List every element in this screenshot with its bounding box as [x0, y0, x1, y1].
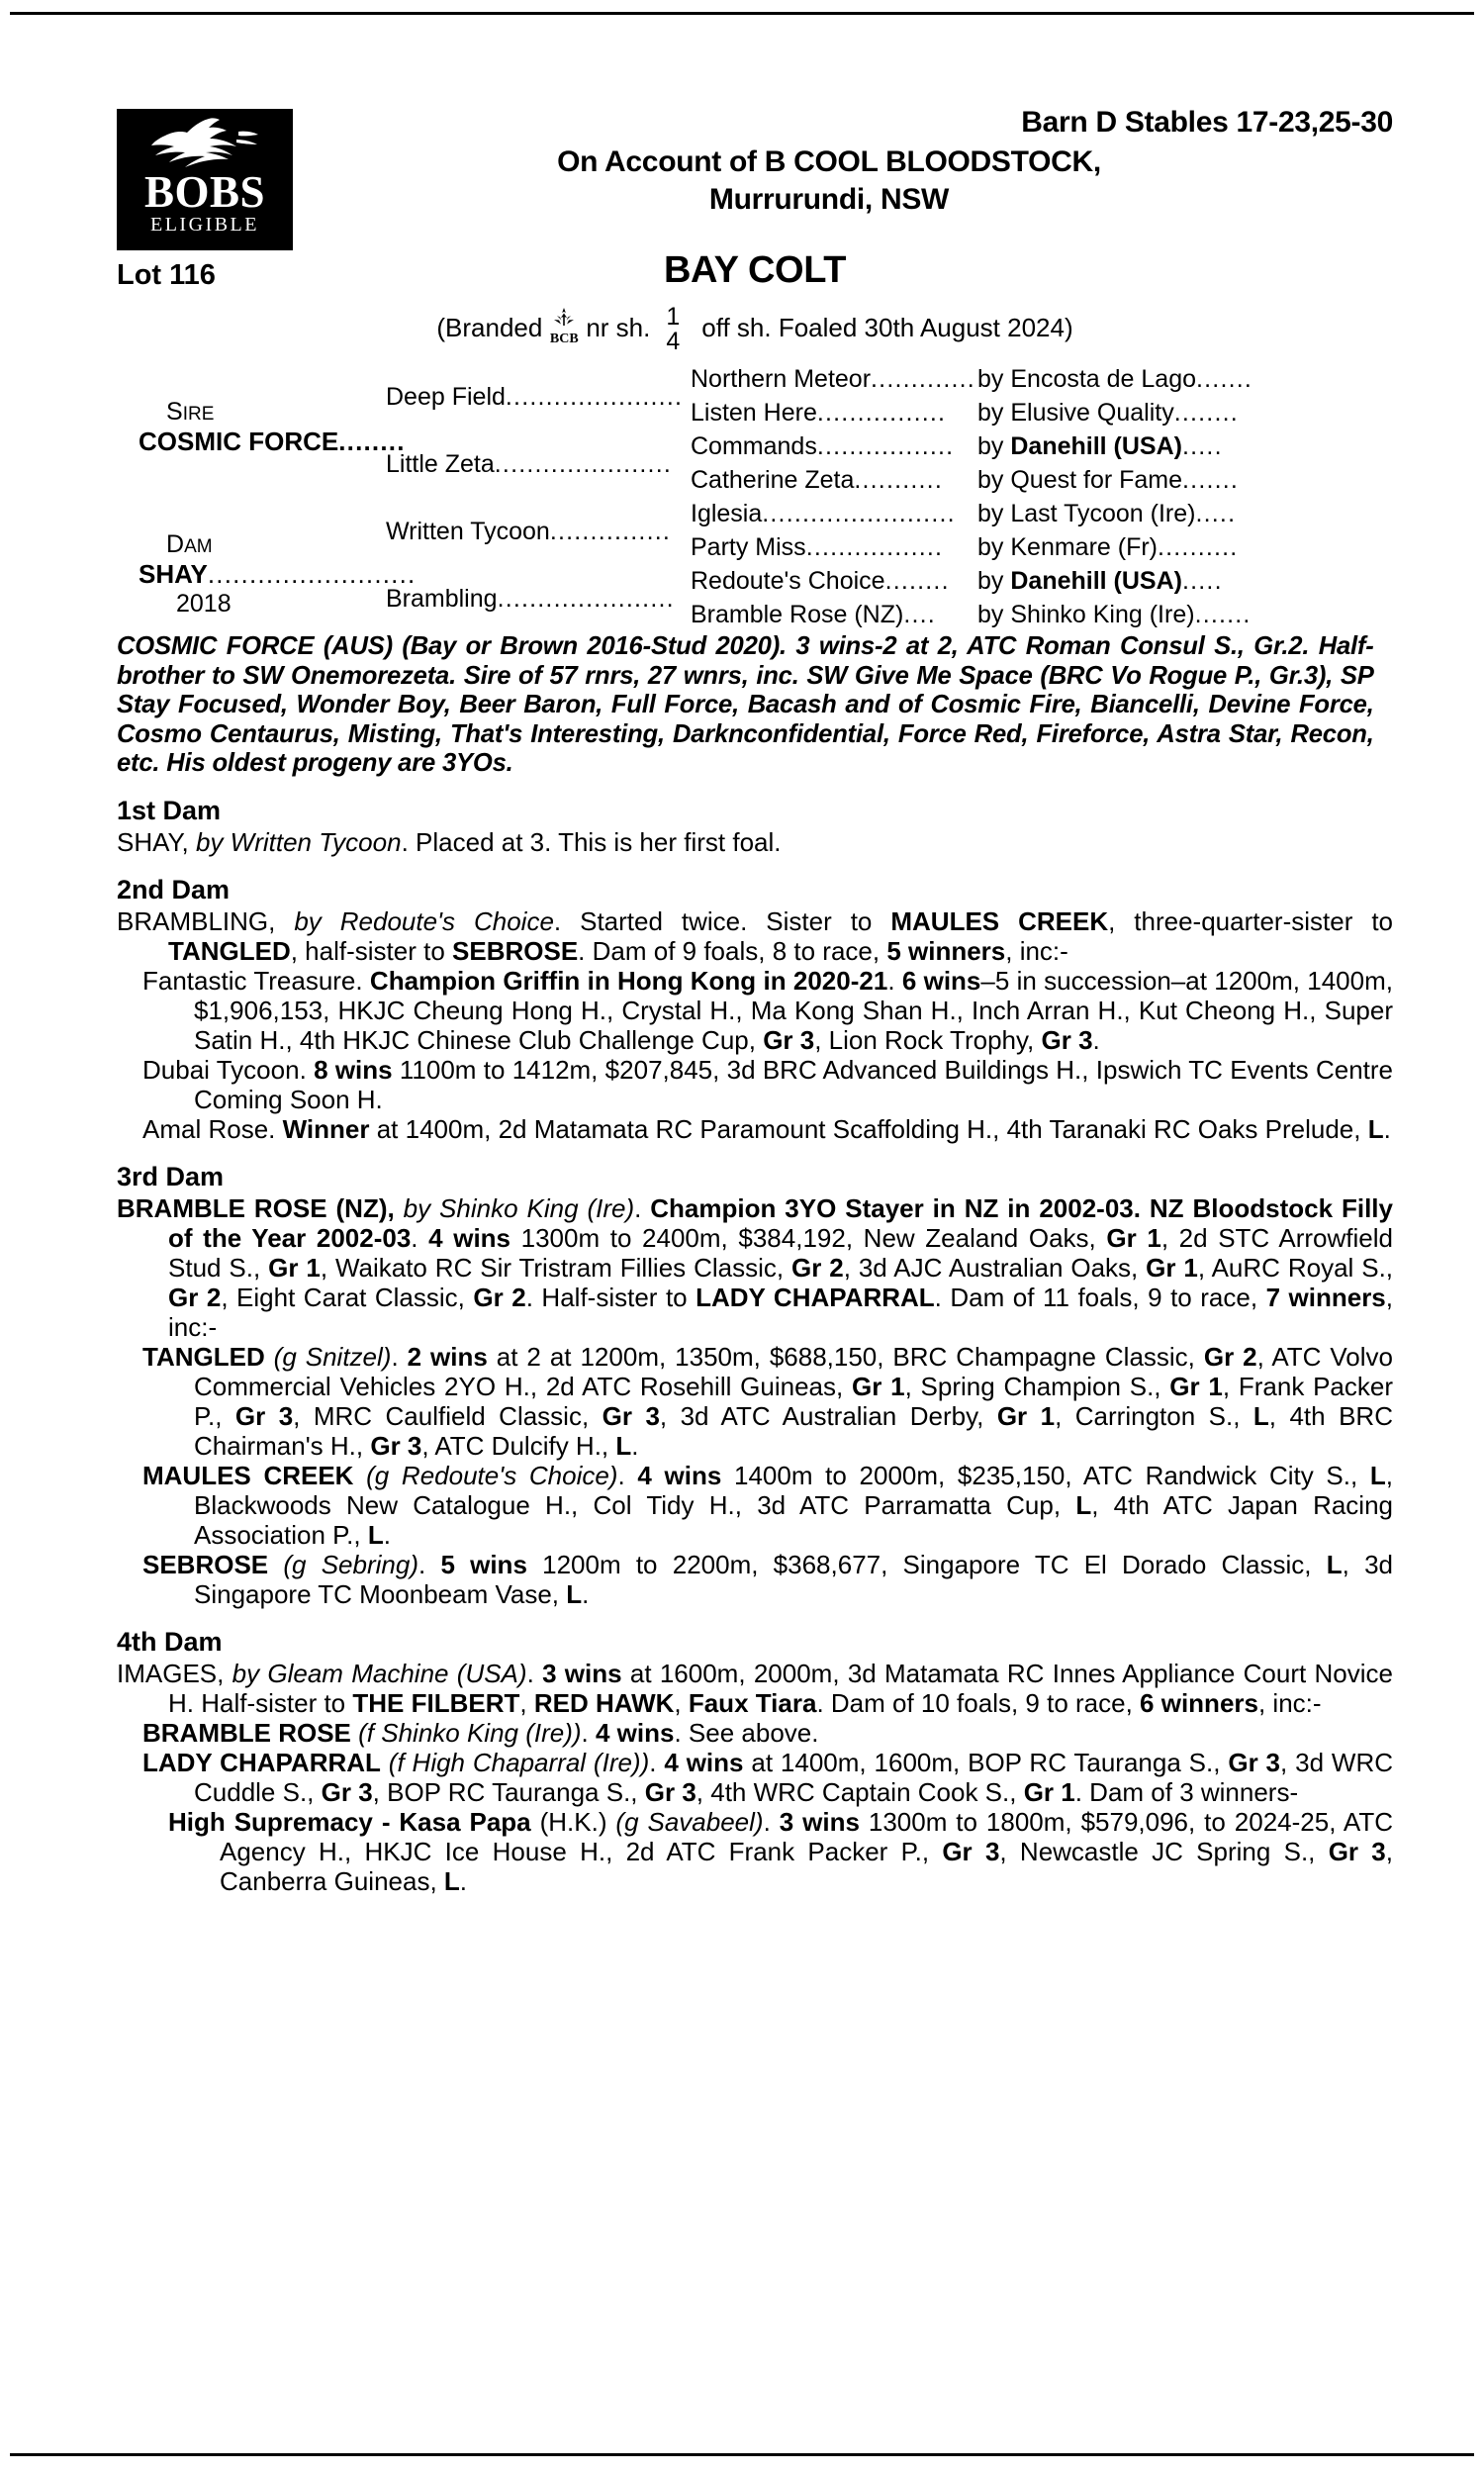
by-sire-2: by Elusive Quality........ [977, 399, 1239, 427]
fraction-numerator: 1 [666, 303, 681, 331]
first-dam-heading: 1st Dam [117, 795, 222, 825]
lot-title-row [117, 249, 1393, 303]
dam-year: 2018 [176, 590, 232, 618]
ggp-5: Iglesia........................ [691, 500, 956, 527]
sire-label: SIRE [166, 398, 215, 426]
fourth-dam-heading: 4th Dam [117, 1626, 223, 1657]
list-item: Amal Rose. Winner at 1400m, 2d Matamata RC Paramount Scaffolding H., 4th Taranaki RC Oaks Prelude, L. [142, 1113, 1391, 1144]
bottom-rule [10, 2453, 1474, 2456]
top-rule [10, 12, 1474, 15]
bcb-letters: BCB [549, 331, 579, 346]
list-item: BRAMBLE ROSE (f Shinko King (Ire)). 4 wins. See above. [142, 1717, 819, 1748]
pedigree-sire-block [139, 398, 406, 457]
by-sire-5: by Last Tycoon (Ire)..... [977, 500, 1237, 527]
by-sire-1: by Encosta de Lago....... [977, 365, 1253, 393]
page-content [117, 94, 1393, 1896]
third-dam-entry: BRAMBLE ROSE (NZ), by Shinko King (Ire). Champion 3YO Stayer in NZ in 2002-03. NZ Bloodstock Filly of the Year 2002-03. 4 wins 1300m to 2400m, $384,192, New Zealand Oaks, Gr 1, 2d STC Arrowfield Stud S., Gr 1, Waikato RC Sir Tristram Fillies Classic, Gr 2, 3d AJC Australian Oaks, Gr 1, AuRC Royal S., Gr 2, Eight Carat Classic, Gr 2. Half-sister to LADY CHAPARRAL. Dam of 11 foals, 9 to race, 7 winners, inc:- [117, 1192, 1394, 1342]
grandparent-4: Brambling...................... [386, 585, 675, 613]
by-sire-8: by Shinko King (Ire)....... [977, 601, 1252, 628]
pedigree-table [117, 362, 1393, 628]
fourth-dam-entry: IMAGES, by Gleam Machine (USA). 3 wins at 1600m, 2000m, 3d Matamata RC Innes Appliance Court Novice H. Half-sister to THE FILBERT, RED HAWK, Faux Tiara. Dam of 10 foals, 9 to race, 6 winners, inc:- [117, 1658, 1393, 1718]
bobs-eligible-sub: ELIGIBLE [150, 214, 259, 236]
ggp-4: Catherine Zeta........... [691, 466, 943, 494]
page-title: BAY COLT [663, 249, 847, 291]
sire-name: COSMIC FORCE........ [139, 427, 406, 456]
third-dam-heading: 3rd Dam [117, 1161, 225, 1191]
pedigree-dam-block [139, 530, 416, 618]
barn-stables-line: Barn D Stables 17-23,25-30 [1021, 106, 1393, 139]
by-sire-4: by Quest for Fame....... [977, 466, 1240, 494]
ggp-3: Commands................. [691, 432, 955, 460]
fraction-denominator: 4 [666, 328, 681, 355]
branded-line [117, 303, 1393, 358]
list-item: SEBROSE (g Sebring). 5 wins 1200m to 2200m, $368,677, Singapore TC El Dorado Classic, L, 3d Singapore TC Moonbeam Vase, L. [142, 1549, 1393, 1609]
list-item: LADY CHAPARRAL (f High Chaparral (Ire)). 4 wins at 1400m, 1600m, BOP RC Tauranga S., Gr 3, 3d WRC Cuddle S., Gr 3, BOP RC Tauranga S., Gr 3, 4th WRC Captain Cook S., Gr 1. Dam of 3 winners- [142, 1747, 1394, 1807]
list-item: Fantastic Treasure. Champion Griffin in Hong Kong in 2020-21. 6 wins–5 in succession–at 1200m, 1400m, $1,906,153, HKJC Cheung Hong H., Crystal H., Ma Kong Shan H., Inch Arran H., Kut Cheong H., Super Satin H., 4th HKJC Chinese Club Challenge Cup, Gr 3, Lion Rock Trophy, Gr 3. [142, 965, 1393, 1055]
branded-suffix: off sh. Foaled 30th August 2024) [701, 312, 1073, 342]
lot-number: Lot 116 [117, 259, 216, 291]
account-line-2: Murrurundi, NSW [708, 183, 950, 216]
branded-prefix: (Branded [436, 312, 543, 342]
bcb-brand-icon [549, 307, 579, 345]
second-dam-entry: BRAMBLING, by Redoute's Choice. Started twice. Sister to MAULES CREEK, three-quarter-sister to TANGLED, half-sister to SEBROSE. Dam of 9 foals, 8 to race, 5 winners, inc:- [117, 905, 1394, 966]
first-dam-entry: SHAY, by Written Tycoon. Placed at 3. This is her first foal. [117, 826, 782, 857]
second-dam-heading: 2nd Dam [117, 874, 231, 904]
grandparent-2: Little Zeta...................... [386, 450, 672, 478]
brand-fraction [666, 305, 680, 354]
by-sire-7: by Danehill (USA)..... [977, 567, 1223, 595]
list-item: High Supremacy - Kasa Papa (H.K.) (g Savabeel). 3 wins 1300m to 1800m, $579,096, to 2024-25, ATC Agency H., HKJC Ice House H., 2d ATC Frank Packer P., Gr 3, Newcastle JC Spring S., Gr 3, Canberra Guineas, L. [168, 1806, 1394, 1896]
grandparent-3: Written Tycoon............... [386, 518, 672, 545]
bobs-wordmark: BOBS [143, 167, 266, 217]
ggp-7: Redoute's Choice........ [691, 567, 950, 595]
list-item: TANGLED (g Snitzel). 2 wins at 2 at 1200m, 1350m, $688,150, BRC Champagne Classic, Gr 2, ATC Volvo Commercial Vehicles 2YO H., 2d ATC Rosehill Guineas, Gr 1, Spring Champion S., Gr 1, Frank Packer P., Gr 3, MRC Caulfield Classic, Gr 3, 3d ATC Australian Derby, Gr 1, Carrington S., L, 4th BRC Chairman's H., Gr 3, ATC Dulcify H., L. [142, 1341, 1394, 1461]
list-item: MAULES CREEK (g Redoute's Choice). 4 wins 1400m to 2000m, $235,150, ATC Randwick City S., L, Blackwoods New Catalogue H., Col Tidy H., 3d ATC Parramatta Cup, L, 4th ATC Japan Racing Association P., L. [142, 1460, 1393, 1550]
by-sire-3: by Danehill (USA)..... [977, 432, 1223, 460]
ggp-8: Bramble Rose (NZ).... [691, 601, 936, 628]
ggp-6: Party Miss................. [691, 533, 944, 561]
page-header [117, 94, 1393, 247]
ggp-2: Listen Here................ [691, 399, 947, 427]
list-item: Dubai Tycoon. 8 wins 1100m to 1412m, $207,845, 3d BRC Advanced Buildings H., Ipswich TC Events Centre Coming Soon H. [142, 1054, 1393, 1114]
ggp-1: Northern Meteor............. [691, 365, 975, 393]
by-sire-6: by Kenmare (Fr).......... [977, 533, 1239, 561]
dam-name: SHAY......................... [139, 559, 417, 589]
bobs-eligible-logo [117, 109, 293, 250]
grandparent-1: Deep Field...................... [386, 383, 684, 411]
sire-summary-paragraph: COSMIC FORCE (AUS) (Bay or Brown 2016-Stud 2020). 3 wins-2 at 2, ATC Roman Consul S., Gr.2. Half-brother to SW Onemorezeta. Sire of 57 rnrs, 27 wnrs, inc. SW Give Me Space (BRC Vo Rogue P., Gr.3), SP Stay Focused, Wonder Boy, Beer Baron, Full Force, Bacash and of Cosmic Fire, Biancelli, Devine Force, Cosmo Centaurus, Misting, That's Interesting, Darknconfidential, Force Red, Fireforce, Astra Star, Recon, etc. His oldest progeny are 3YOs. [117, 630, 1374, 777]
account-line-1: On Account of B COOL BLOODSTOCK, [557, 145, 1101, 178]
dam-label: DAM [166, 530, 213, 558]
branded-mid: nr sh. [586, 312, 651, 342]
